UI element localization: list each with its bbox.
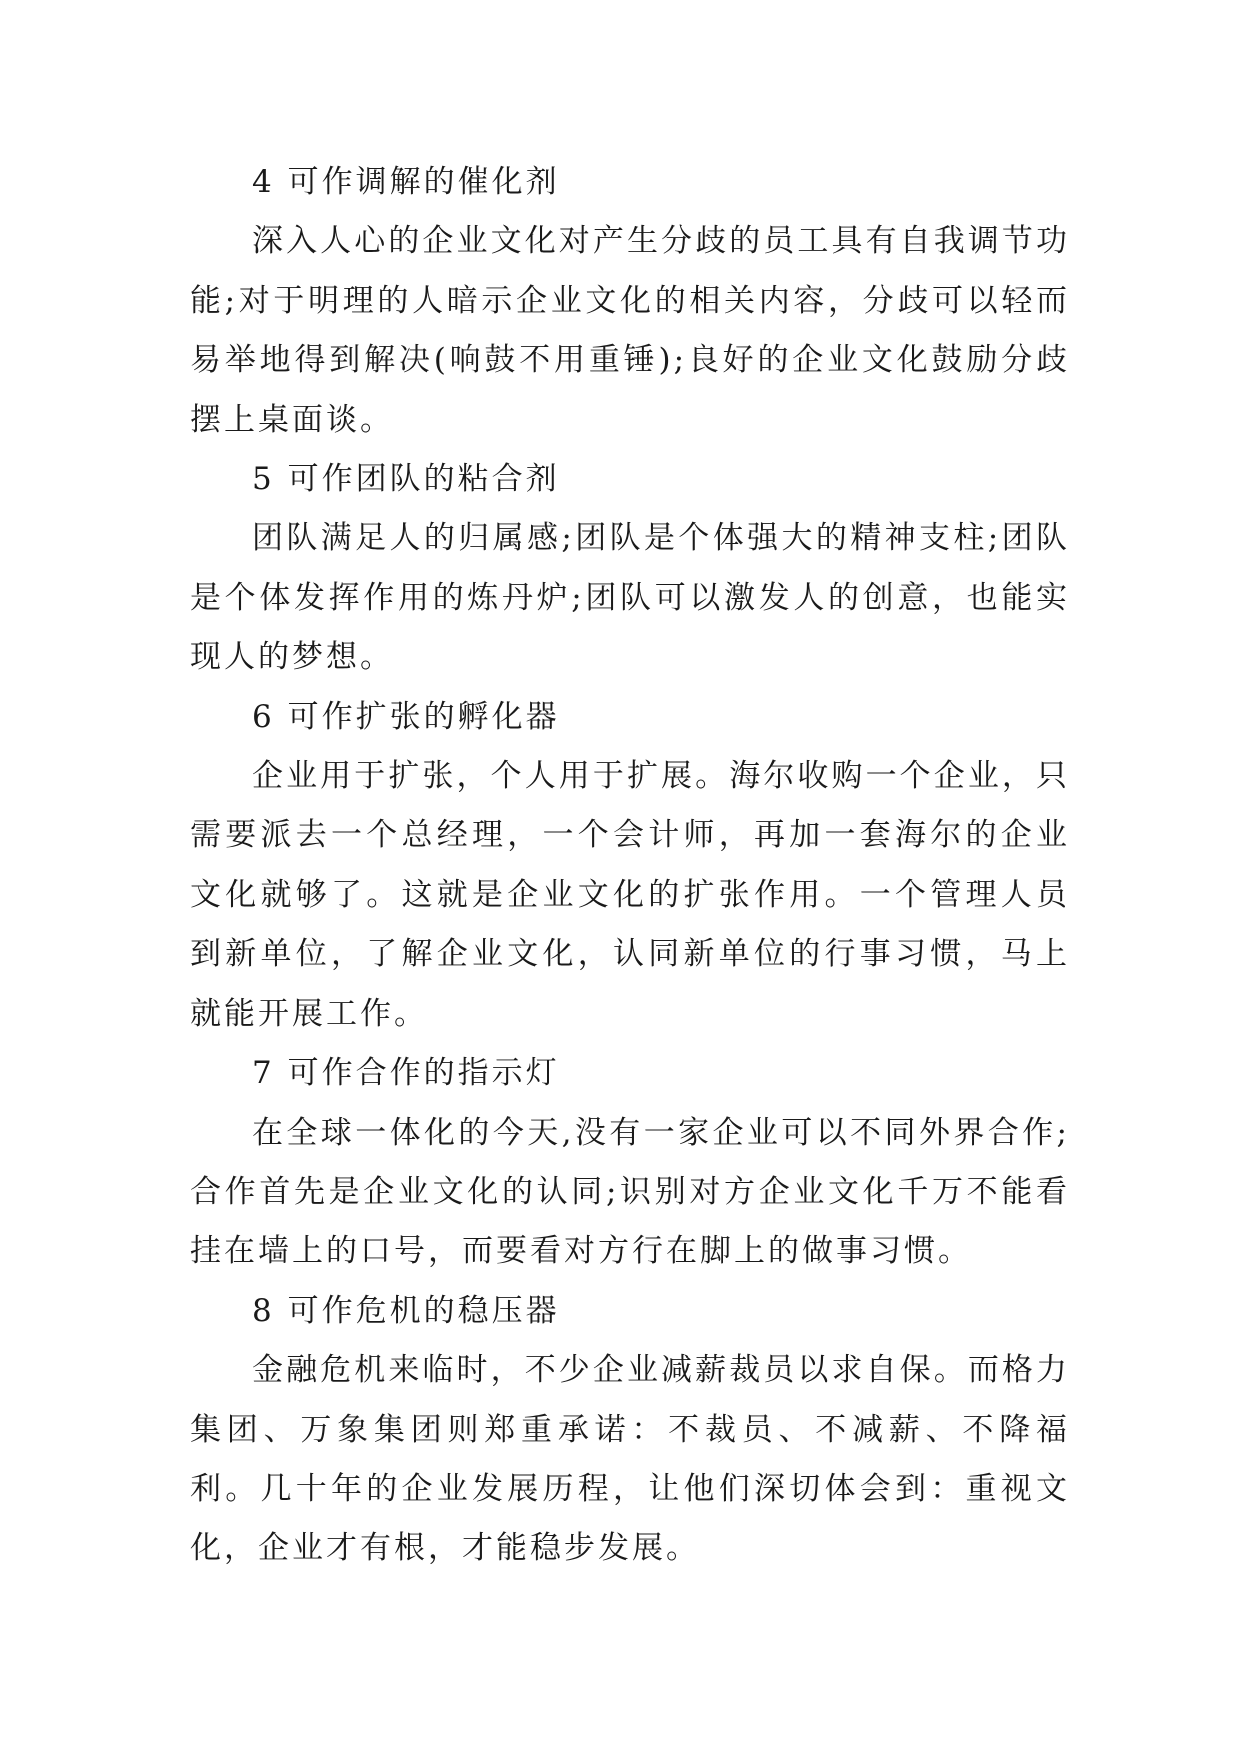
section-heading-5: 5 可作团队的粘合剂 [252,461,560,498]
document-body [190,153,1070,1579]
section-heading-6: 6 可作扩张的孵化器 [252,698,560,735]
section-heading-4: 4 可作调解的催化剂 [252,164,560,200]
section-paragraph-6: 企业用于扩张，个人用于扩展。海尔收购一个企业，只需要派去一个总经理，一个会计师，再加一套海尔的企业文化就够了。这就是企业文化的扩张作用。一个管理人员到新单位，了解企业文化，认同新单位的行事习惯，马上就能开展工作。 [190,758,1070,1032]
section-heading-8: 8 可作危机的稳压器 [252,1292,560,1329]
section-paragraph-7: 在全球一体化的今天,没有一家企业可以不同外界合作;合作首先是企业文化的认同;识别对方企业文化千万不能看挂在墙上的口号，而要看对方行在脚上的做事习惯。 [190,1114,1070,1270]
section-paragraph-5: 团队满足人的归属感;团队是个体强大的精神支柱;团队是个体发挥作用的炼丹炉;团队可以激发人的创意，也能实现人的梦想。 [190,520,1070,676]
section-heading-7: 7 可作合作的指示灯 [252,1055,560,1092]
section-paragraph-4: 深入人心的企业文化对产生分歧的员工具有自我调节功能;对于明理的人暗示企业文化的相关内容，分歧可以轻而易举地得到解决(响鼓不用重锤);良好的企业文化鼓励分歧摆上桌面谈。 [190,223,1070,438]
section-paragraph-8: 金融危机来临时，不少企业减薪裁员以求自保。而格力集团、万象集团则郑重承诺：不裁员、不减薪、不降福利。几十年的企业发展历程，让他们深切体会到：重视文化，企业才有根，才能稳步发展。 [190,1352,1070,1567]
